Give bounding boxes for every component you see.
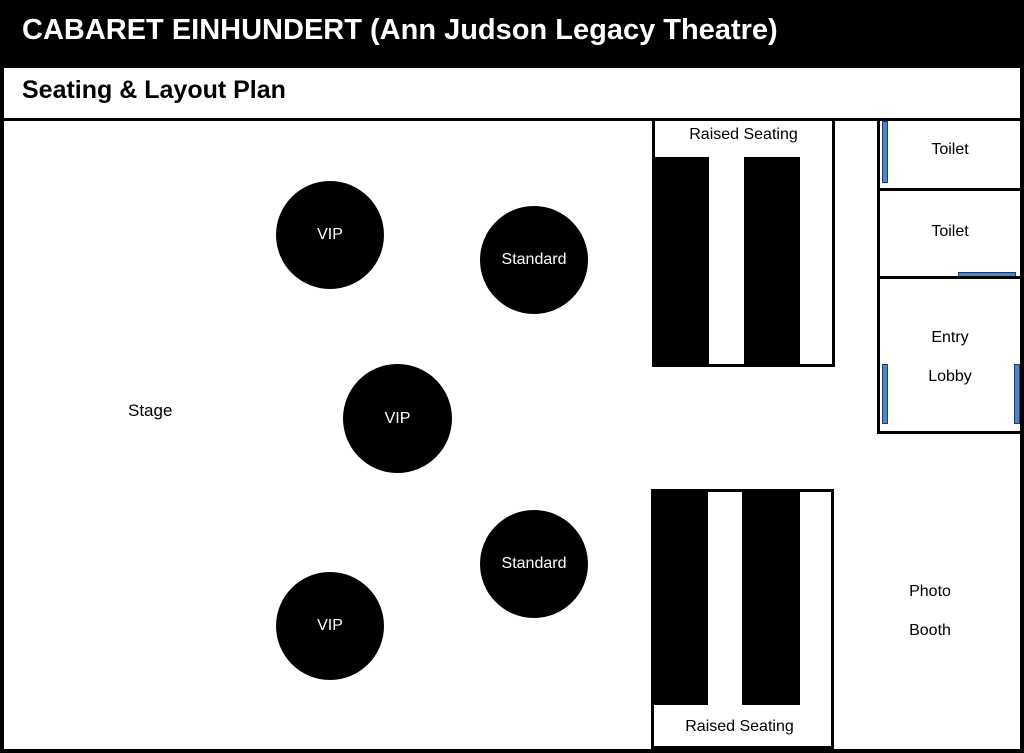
page-title: CABARET EINHUNDERT (Ann Judson Legacy Theatre) bbox=[22, 14, 778, 46]
standard-table[interactable] bbox=[480, 206, 588, 314]
title-bar bbox=[0, 0, 1024, 68]
raised-seating-top[interactable] bbox=[652, 118, 835, 367]
toilet-room[interactable] bbox=[877, 188, 1023, 279]
door-icon bbox=[882, 364, 888, 424]
table-label: Standard bbox=[501, 555, 567, 572]
photo-booth-label: Photo bbox=[909, 583, 951, 600]
entry-label: Entry bbox=[931, 329, 969, 346]
entry-lobby-room[interactable] bbox=[877, 276, 1023, 434]
raised-seating-label: Raised Seating bbox=[685, 718, 794, 735]
subtitle-bar bbox=[4, 68, 1020, 118]
seating-row bbox=[744, 157, 800, 364]
toilet-label: Toilet bbox=[931, 141, 969, 158]
seating-row bbox=[742, 492, 800, 705]
door-icon bbox=[1014, 364, 1020, 424]
vip-table[interactable] bbox=[276, 572, 384, 680]
seating-row bbox=[654, 492, 708, 705]
vip-table[interactable] bbox=[343, 364, 452, 473]
table-label: VIP bbox=[384, 409, 411, 427]
table-label: VIP bbox=[317, 617, 343, 634]
seating-row bbox=[655, 157, 709, 364]
floor-plan bbox=[4, 121, 1020, 749]
vip-table[interactable] bbox=[276, 181, 384, 289]
raised-seating-label: Raised Seating bbox=[689, 126, 798, 143]
toilet-label: Toilet bbox=[931, 223, 969, 240]
photo-booth-label: Booth bbox=[909, 622, 951, 639]
table-label: Standard bbox=[501, 251, 567, 268]
lobby-label: Lobby bbox=[928, 368, 972, 385]
toilet-room[interactable] bbox=[877, 118, 1023, 191]
page-subtitle: Seating & Layout Plan bbox=[22, 76, 286, 104]
raised-seating-bottom[interactable] bbox=[651, 489, 834, 749]
door-icon bbox=[882, 121, 888, 183]
stage-label: Stage bbox=[128, 401, 173, 420]
standard-table[interactable] bbox=[480, 510, 588, 618]
table-label: VIP bbox=[317, 226, 343, 243]
